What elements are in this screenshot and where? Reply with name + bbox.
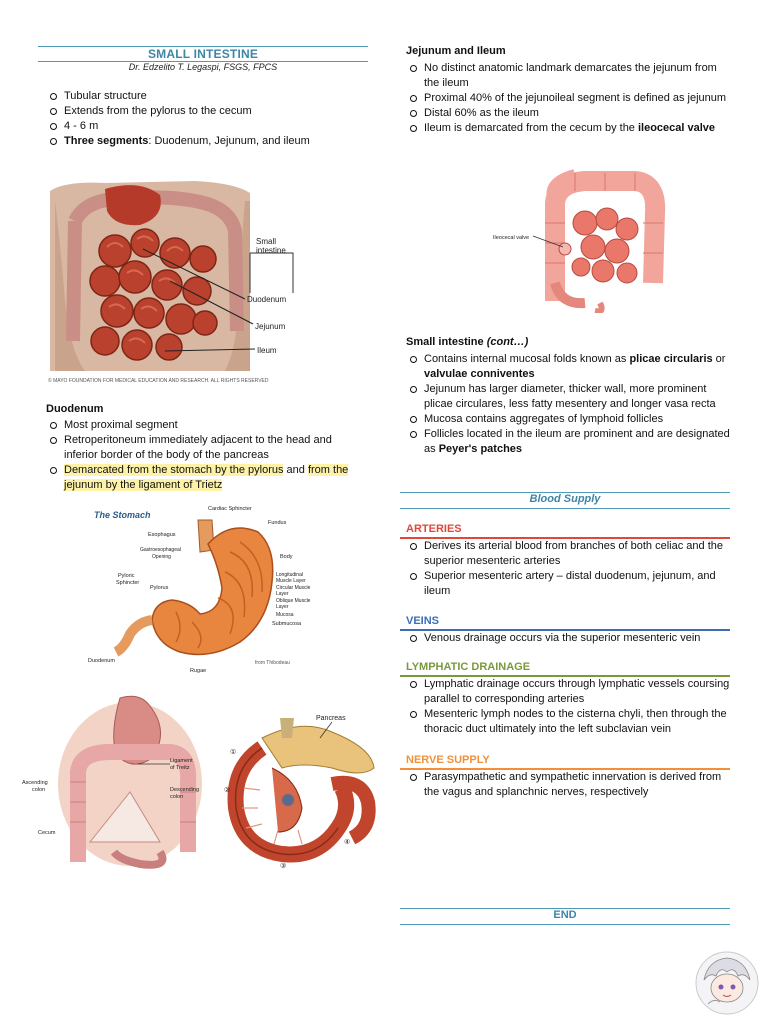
cont-b1-or: or — [712, 353, 726, 365]
fig2-pylorus: Pylorus — [150, 585, 169, 591]
fig2-long2: Muscle Layer — [276, 578, 306, 584]
fig4-n4: ④ — [344, 839, 351, 846]
nerve-title: NERVE SUPPLY — [406, 754, 490, 766]
fig2-pyl-sph1: Pyloric — [118, 573, 135, 579]
fig2-submucosa: Submucosa — [272, 621, 302, 627]
page-title: SMALL INTESTINE — [147, 47, 259, 61]
fig4-n2: ② — [224, 787, 231, 794]
fig1-label-small: Small — [256, 237, 277, 246]
fig3-ligament2: of Treitz — [170, 765, 190, 771]
peyers-term: Peyer's patches — [438, 443, 523, 455]
list-item: Lymphatic drainage occurs through lymphatic vessels coursing parallel to corresponding arteries — [406, 677, 732, 707]
ileocecal-valve-term: ileocecal valve — [637, 122, 716, 134]
cont-b4-pre: Follicles located in the ileum are prominent and are designated as — [424, 428, 730, 455]
fig2-title: The Stomach — [94, 510, 151, 520]
fig3-descending1: Descending — [170, 787, 200, 793]
blood-rule-bottom — [400, 508, 730, 509]
fig3-ligament1: Ligament — [170, 758, 193, 764]
list-item — [46, 134, 366, 149]
duodenum-list — [46, 418, 368, 493]
veins-list — [406, 631, 732, 646]
mascot-sticker-icon — [694, 950, 760, 1016]
fig2-ge1: Gastroesophageal — [140, 547, 181, 553]
jejunum-ileum-list — [406, 61, 732, 136]
fig3-ascending1: Ascending — [22, 780, 48, 786]
list-item: Mucosa contains aggregates of lymphoid follicles — [406, 412, 736, 427]
plicae-term: plicae circularis — [629, 353, 713, 365]
fig2-cardiac: Cardiac Sphincter — [208, 506, 252, 512]
list-item: Tubular structure — [46, 89, 366, 104]
small-intestine-figure — [45, 181, 309, 386]
fig4-n1: ① — [230, 749, 237, 756]
list-item: Mesenteric lymph nodes to the cisterna chyli, then through the thoracic duct ultimately into the left subclavian vein — [406, 707, 732, 737]
ileocecal-figure — [435, 163, 672, 313]
ileum-prefix: Ileum is demarcated from the cecum by the — [424, 122, 638, 134]
cont-prefix: Small intestine — [406, 336, 487, 348]
fig3-ascending2: colon — [32, 787, 46, 793]
end-label: END — [553, 909, 577, 921]
fig2-body: Body — [280, 554, 293, 560]
arteries-list — [406, 539, 732, 599]
author-line: Dr. Edzelito T. Legaspi, FSGS, FPCS — [128, 62, 278, 72]
duodenum-heading: Duodenum — [46, 403, 104, 415]
list-item — [406, 352, 736, 382]
fig2-obl2: Layer — [276, 604, 289, 610]
cont-suffix: (cont…) — [486, 336, 529, 348]
jejunum-ileum-heading: Jejunum and Ileum — [406, 45, 506, 57]
fig2-mucosa: Mucosa — [276, 612, 294, 618]
valvulae-term: valvulae conniventes — [424, 368, 535, 380]
highlight-pylorus: Demarcated from the stomach by the pylorus — [64, 464, 284, 476]
list-item: Most proximal segment — [46, 418, 368, 433]
list-item — [46, 463, 368, 493]
nerve-list — [406, 770, 732, 800]
fig2-pyl-sph2: Sphincter — [116, 580, 140, 586]
cont-list — [406, 352, 736, 457]
blood-supply-title: Blood Supply — [529, 493, 601, 505]
fig1-label-ileum: Ileum — [257, 346, 277, 355]
fig2-long1: Longitudinal — [276, 572, 303, 578]
list-item: Proximal 40% of the jejunoileal segment is defined as jejunum — [406, 91, 732, 106]
fig2-ge2: Opening — [152, 554, 171, 560]
cont-heading — [406, 336, 528, 348]
fig5-label: Ileocecal valve — [493, 235, 530, 241]
fig2-circ1: Circular Muscle — [276, 585, 311, 591]
end-rule-bottom — [400, 924, 730, 925]
list-item: 4 - 6 m — [46, 119, 366, 134]
fig2-esophagus: Esophagus — [148, 532, 176, 538]
fig4-pancreas: Pancreas — [316, 715, 346, 722]
stomach-figure — [80, 502, 325, 677]
fig3-descending2: colon — [170, 794, 184, 800]
list-item: Jejunum has larger diameter, thicker wall, more prominent plicae circulares, less fatty mesentery and longer vasa recta — [406, 382, 736, 412]
list-item: Superior mesenteric artery – distal duodenum, jejunum, and ileum — [406, 569, 732, 599]
fig3-cecum: Cecum — [38, 830, 56, 836]
list-item: Parasympathetic and sympathetic innervation is derived from the vagus and splanchnic nerves, respectively — [406, 770, 732, 800]
fig2-rugae: Rugae — [190, 668, 207, 674]
cont-b1-pre: Contains internal mucosal folds known as — [424, 353, 630, 365]
intro-list — [46, 89, 366, 149]
arteries-title: ARTERIES — [406, 523, 462, 535]
list-item: Derives its arterial blood from branches of both celiac and the superior mesenteric arteries — [406, 539, 732, 569]
colon-figure — [20, 692, 225, 870]
fig2-duodenum: Duodenum — [88, 658, 115, 664]
highlight-trietz: from the jejunum by the ligament of Trietz — [64, 464, 349, 491]
list-item — [406, 121, 732, 136]
fig4-n3: ③ — [280, 863, 287, 870]
segments-text: : Duodenum, Jejunum, and ileum — [148, 135, 310, 147]
demarcated-and: and — [283, 464, 308, 476]
fig1-label-intestine: intestine — [256, 246, 286, 255]
duodenum-pancreas-figure — [222, 708, 380, 870]
veins-title: VEINS — [406, 615, 440, 627]
fig1-label-duodenum: Duodenum — [247, 295, 287, 304]
list-item: Extends from the pylorus to the cecum — [46, 104, 366, 119]
fig1-copyright: © MAYO FOUNDATION FOR MEDICAL EDUCATION AND RESEARCH. ALL RIGHTS RESERVED — [48, 378, 269, 384]
list-item — [406, 427, 736, 457]
lymph-title: LYMPHATIC DRAINAGE — [406, 661, 531, 673]
fig2-circ2: Layer — [276, 591, 289, 597]
list-item: No distinct anatomic landmark demarcates the jejunum from the ileum — [406, 61, 732, 91]
list-item: Retroperitoneum immediately adjacent to the head and inferior border of the body of the pancreas — [46, 433, 368, 463]
fig2-obl1: Oblique Muscle — [276, 598, 311, 604]
fig2-credit: from Thibodeau — [255, 660, 290, 666]
fig2-fundus: Fundus — [268, 520, 287, 526]
fig1-label-jejunum: Jejunum — [255, 322, 286, 331]
list-item: Venous drainage occurs via the superior mesenteric vein — [406, 631, 732, 646]
lymph-list — [406, 677, 732, 737]
segments-label: Three segments — [64, 135, 149, 147]
list-item: Distal 60% as the ileum — [406, 106, 732, 121]
